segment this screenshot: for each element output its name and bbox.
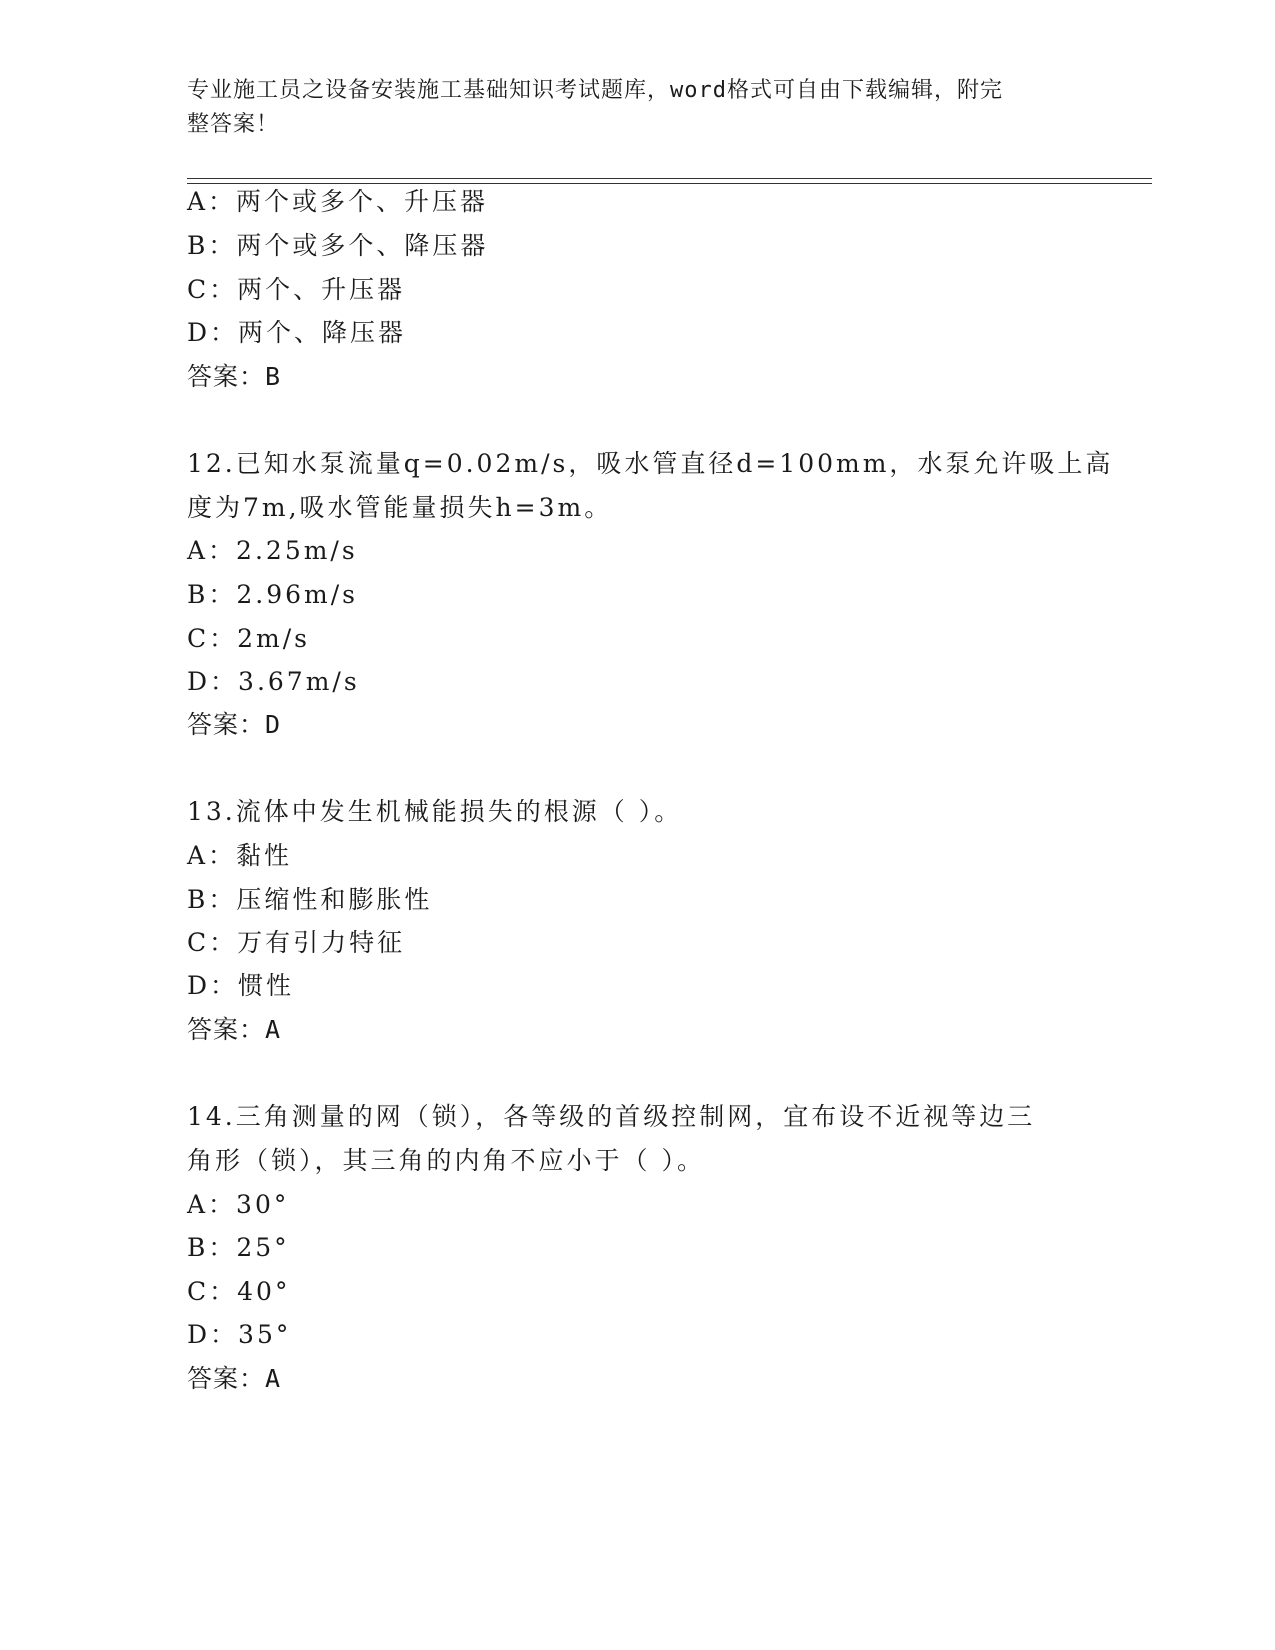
q13-stem-line-1: 13.流体中发生机械能损失的根源（ ）。 — [187, 797, 683, 826]
q13-option-a: A：黏性 — [187, 841, 293, 870]
q12-answer: 答案：D — [187, 710, 282, 739]
q12-option-a: A：2.25m/s — [187, 536, 358, 565]
q14-option-c: C：40° — [187, 1277, 291, 1306]
q11-option-a: A：两个或多个、升压器 — [187, 187, 489, 216]
q11-option-b: B：两个或多个、降压器 — [187, 231, 489, 260]
q13-answer: 答案：A — [187, 1015, 282, 1044]
q14-stem-line-1: 14.三角测量的网（锁），各等级的首级控制网，宜布设不近视等边三 — [187, 1102, 1036, 1131]
header-divider-bottom — [187, 183, 1152, 184]
document-header — [187, 74, 1067, 142]
q12-stem-line-2: 度为7m,吸水管能量损失h=3m。 — [187, 493, 613, 522]
q13-option-d: D：惯性 — [187, 971, 295, 1000]
q14-option-b: B：25° — [187, 1233, 290, 1262]
header-line-2: 整答案！ — [187, 112, 280, 137]
q12-option-b: B：2.96m/s — [187, 580, 358, 609]
header-line-1: 专业施工员之设备安装施工基础知识考试题库，word格式可自由下载编辑，附完 — [187, 78, 1003, 103]
q13-option-c: C：万有引力特征 — [187, 928, 406, 957]
q14-option-d: D：35° — [187, 1320, 292, 1349]
q11-answer: 答案：B — [187, 362, 282, 391]
q14-option-a: A：30° — [187, 1190, 290, 1219]
q12-stem-line-1: 12.已知水泵流量q=0.02m/s，吸水管直径d=100mm，水泵允许吸上高 — [187, 449, 1114, 478]
q11-option-d: D：两个、降压器 — [187, 318, 407, 347]
q14-stem-line-2: 角形（锁），其三角的内角不应小于（ ）。 — [187, 1146, 705, 1175]
q12-option-c: C：2m/s — [187, 624, 310, 653]
q11-option-c: C：两个、升压器 — [187, 275, 406, 304]
q14-answer: 答案：A — [187, 1364, 282, 1393]
q12-option-d: D：3.67m/s — [187, 667, 360, 696]
header-divider-top — [187, 178, 1152, 179]
q13-option-b: B：压缩性和膨胀性 — [187, 885, 433, 914]
